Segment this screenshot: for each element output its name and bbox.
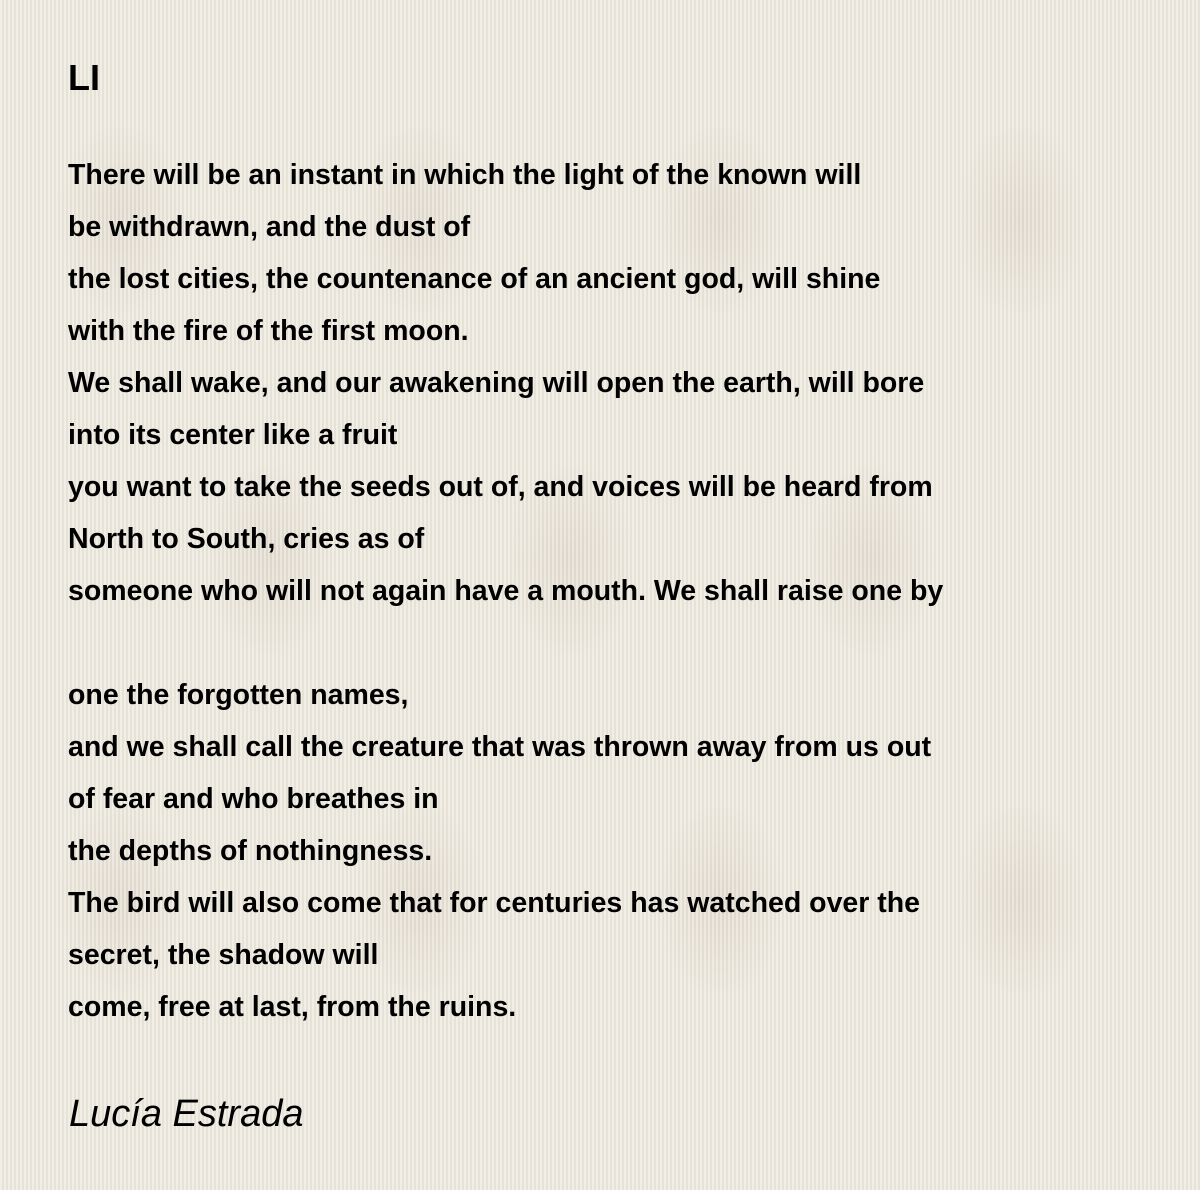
poem-line: There will be an instant in which the light of the known will xyxy=(68,159,862,191)
poem-title: LI xyxy=(68,57,100,98)
poem-line: and we shall call the creature that was thrown away from us out xyxy=(68,731,932,763)
poem-line: the depths of nothingness. xyxy=(68,835,433,867)
poem-line: be withdrawn, and the dust of xyxy=(68,211,471,243)
poem-line: of fear and who breathes in xyxy=(68,783,439,815)
poem-line: someone who will not again have a mouth. We shall raise one by xyxy=(68,575,944,607)
poem-line: come, free at last, from the ruins. xyxy=(68,991,517,1023)
poem-line: into its center like a fruit xyxy=(68,419,398,451)
poem-line: the lost cities, the countenance of an ancient god, will shine xyxy=(68,263,881,295)
poem-stanza-break xyxy=(68,617,1178,669)
poem-line: with the fire of the first moon. xyxy=(68,315,469,347)
poem-body xyxy=(68,149,1178,1033)
poem-line: North to South, cries as of xyxy=(68,523,425,555)
poem-line: you want to take the seeds out of, and voices will be heard from xyxy=(68,471,933,503)
poem-line: The bird will also come that for centuries has watched over the xyxy=(68,887,921,919)
poem-line: secret, the shadow will xyxy=(68,939,379,971)
poem-author: Lucía Estrada xyxy=(69,1093,304,1135)
poem-line: We shall wake, and our awakening will open the earth, will bore xyxy=(68,367,925,399)
poem-line: one the forgotten names, xyxy=(68,679,409,711)
